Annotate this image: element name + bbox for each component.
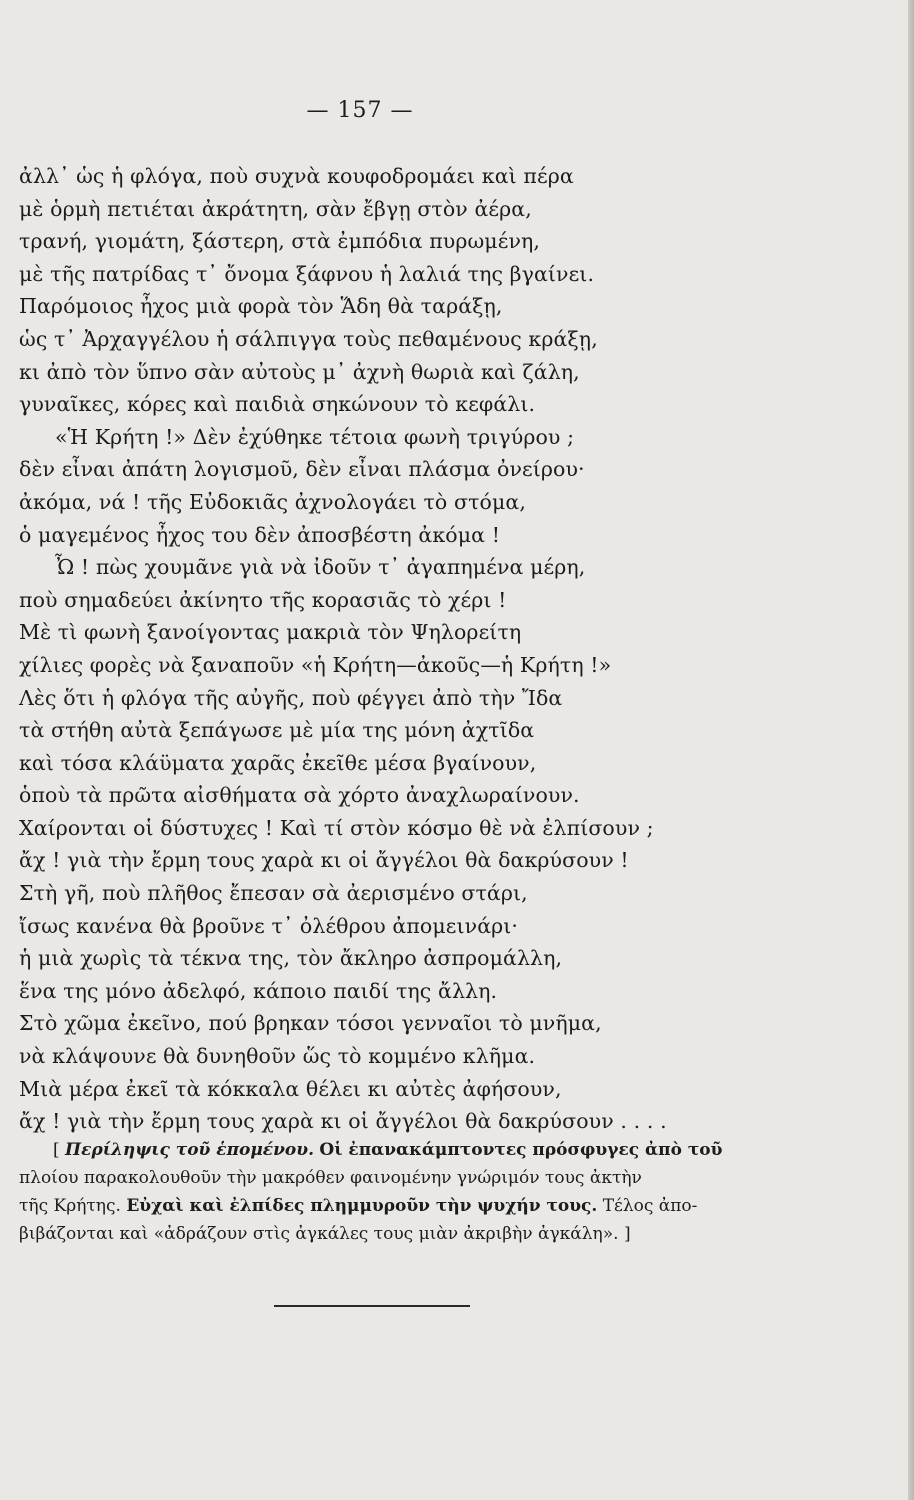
poem-line: ἡ μιὰ χωρὶς τὰ τέκνα της, τὸν ἄκληρο ἀσπρομάλλη, [19,946,563,971]
poem-line: Χαίρονται οἱ δύστυχες ! Καὶ τί στὸν κόσμο θὲ νὰ ἐλπίσουν ; [19,815,654,840]
summary-title: Περίληψις τοῦ ἑπομένου. [65,1140,314,1160]
poem-line: χίλιες φορὲς νὰ ξαναποῦν «ἡ Κρήτη—ἀκοῦς—ἡ Κρήτη !» [19,652,612,677]
poem-line: ἕνα της μόνο ἀδελφό, κάποιο παιδί της ἄλλη. [19,978,498,1003]
poem-line: Στὸ χῶμα ἐκεῖνο, πού βρηκαν τόσοι γενναῖοι τὸ μνῆμα, [19,1011,602,1036]
poem-line: ὁποὺ τὰ πρῶτα αἰσθήματα σὰ χόρτο ἀναχλωραίνουν. [19,783,580,808]
poem-line: Μιὰ μέρα ἐκεῖ τὰ κόκκαλα θέλει κι αὐτὲς ἀφήσουν, [19,1076,562,1101]
poem-line: Λὲς ὅτι ἡ φλόγα τῆς αὐγῆς, ποὺ φέγγει ἀπὸ τὴν Ἴδα [19,685,563,710]
poem-line: Στὴ γῆ, ποὺ πλῆθος ἔπεσαν σὰ ἀερισμένο στάρι, [19,881,528,906]
summary-line [19,1192,739,1220]
poem-line: ὁ μαγεμένος ἦχος του δὲν ἀποσβέστη ἀκόμα ! [19,522,501,547]
poem-line: μὲ τῆς πατρίδας τ᾽ ὄνομα ξάφνου ἡ λαλιά της βγαίνει. [19,261,595,286]
poem-text [19,160,739,1138]
poem-line: μὲ ὁρμὴ πετιέται ἀκράτητη, σὰν ἔβγῃ στὸν ἀέρα, [19,196,532,221]
summary-text: Τέλος ἀπο- [602,1196,698,1216]
poem-line: καὶ τόσα κλάϋματα χαρᾶς ἐκεῖθε μέσα βγαίνουν, [19,750,537,775]
poem-line: ὡς τ᾽ Ἀρχαγγέλου ἡ σάλπιγγα τοὺς πεθαμένους κράξῃ, [19,326,598,351]
poem-line: κι ἀπὸ τὸν ὕπνο σὰν αὐτοὺς μ᾽ ἀχνὴ θωριὰ καὶ ζάλη, [19,359,580,384]
page-edge [908,0,914,1500]
summary-text: τῆς Κρήτης. [19,1196,121,1216]
summary-text: Οἱ ἐπανακάμπτοντες πρόσφυγες ἀπὸ τοῦ [319,1140,723,1160]
section-divider [274,1305,470,1307]
poem-line: ποὺ σημαδεύει ἀκίνητο τῆς κορασιᾶς τὸ χέρι ! [19,587,507,612]
poem-line: Μὲ τὶ φωνὴ ξανοίγοντας μακριὰ τὸν Ψηλορείτη [19,620,522,645]
poem-line: Ὦ ! πὼς χουμᾶνε γιὰ νὰ ἰδοῦν τ᾽ ἀγαπημένα μέρη, [55,555,586,580]
summary-line [19,1136,739,1164]
summary-text: βιβάζονται καὶ «ἀδράζουν στὶς ἀγκάλες τους μιὰν ἀκριβὴν ἀγκάλη». [19,1224,619,1244]
poem-line: ἴσως κανένα θὰ βροῦνε τ᾽ ὀλέθρου ἀπομεινάρι· [19,913,519,938]
poem-line: ἀκόμα, νά ! τῆς Εὐδοκιᾶς ἀχνολογάει τὸ στόμα, [19,489,526,514]
poem-line: Παρόμοιος ἦχος μιὰ φορὰ τὸν Ἅδη θὰ ταράξῃ, [19,294,503,319]
poem-line: ἀλλ᾽ ὡς ἡ φλόγα, ποὺ συχνὰ κουφοδρομάει καὶ πέρα [19,164,574,188]
summary-line: πλοίου παρακολουθοῦν τὴν μακρόθεν φαινομένην γνώριμόν τους ἀκτὴν [19,1168,642,1188]
poem-line: ἄχ ! γιὰ τὴν ἔρμη τους χαρὰ κι οἱ ἄγγέλοι θὰ δακρύσουν . . . . [19,1109,667,1134]
poem-line: γυναῖκες, κόρες καὶ παιδιὰ σηκώνουν τὸ κεφάλι. [19,392,536,417]
poem-line: νὰ κλάψουνε θὰ δυνηθοῦν ὥς τὸ κομμένο κλῆμα. [19,1044,536,1069]
summary-text: Εὐχαὶ καὶ ἐλπίδες πλημμυροῦν τὴν ψυχήν τους. [126,1196,598,1216]
summary-line [19,1220,739,1248]
poem-line: τρανή, γιομάτη, ξάστερη, στὰ ἐμπόδια πυρωμένη, [19,229,541,254]
chapter-summary [19,1136,739,1248]
summary-open-bracket: [ [53,1140,60,1160]
page-number: — 157 — [306,98,414,123]
poem-line: ἄχ ! γιὰ τὴν ἔρμη τους χαρὰ κι οἱ ἄγγέλοι θὰ δακρύσουν ! [19,848,629,873]
poem-line: δὲν εἶναι ἀπάτη λογισμοῦ, δὲν εἶναι πλάσμα ὀνείρου· [19,457,585,482]
summary-close-bracket: ] [623,1224,631,1244]
poem-line: τὰ στήθη αὐτὰ ξεπάγωσε μὲ μία της μόνη ἀχτῖδα [19,718,535,743]
poem-line: «Ἡ Κρήτη !» Δὲν ἐχύθηκε τέτοια φωνὴ τριγύρου ; [55,424,575,449]
